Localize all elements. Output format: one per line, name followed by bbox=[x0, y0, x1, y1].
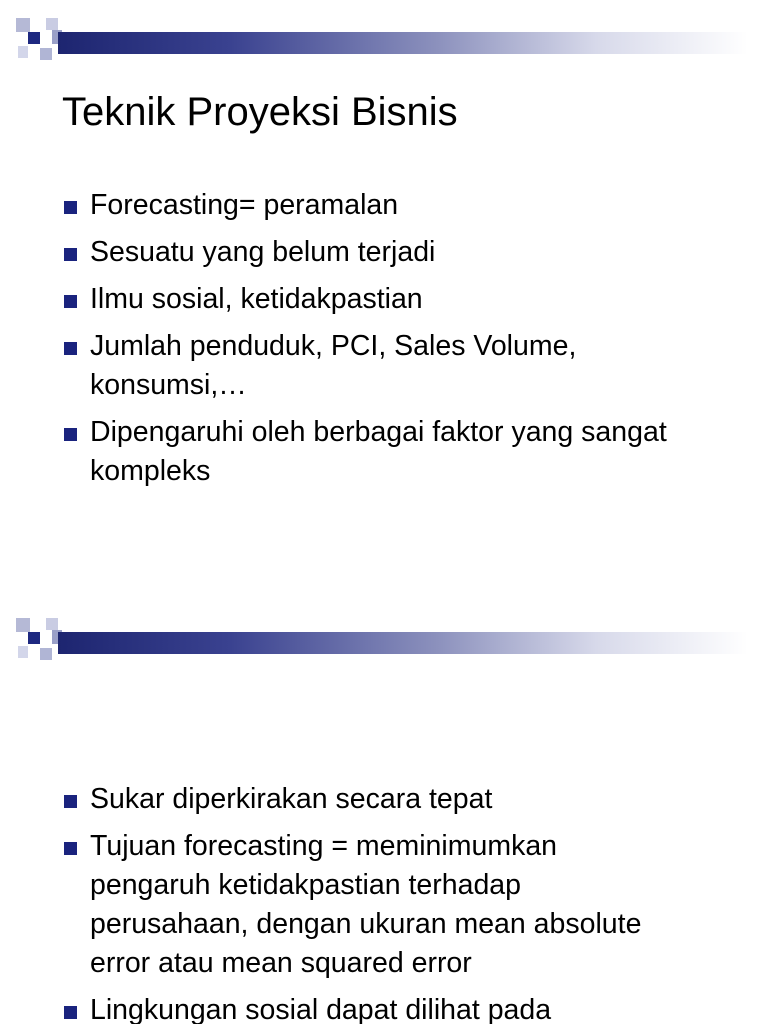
square-bullet-icon bbox=[64, 248, 77, 261]
gradient-bar bbox=[58, 632, 748, 654]
bullet-text: Sesuatu yang belum terjadi bbox=[90, 236, 436, 268]
bullet-text: Ilmu sosial, ketidakpastian bbox=[90, 283, 423, 315]
deco-square bbox=[40, 648, 52, 660]
bullet-list bbox=[62, 780, 682, 1024]
bullet-item bbox=[62, 280, 682, 319]
deco-square bbox=[18, 646, 28, 658]
bullet-list bbox=[62, 186, 682, 499]
bullet-text: Forecasting= peramalan bbox=[90, 189, 399, 221]
deco-square bbox=[28, 632, 40, 644]
deco-square bbox=[40, 48, 52, 60]
bullet-text: Lingkungan sosial dapat dilihat pada bbox=[90, 994, 552, 1024]
square-bullet-icon bbox=[64, 295, 77, 308]
bullet-item bbox=[62, 780, 682, 819]
deco-square bbox=[46, 618, 58, 630]
deco-square bbox=[46, 18, 58, 30]
deco-square bbox=[28, 32, 40, 44]
bullet-text: Jumlah penduduk, PCI, Sales Volume, konsumsi,… bbox=[90, 330, 577, 401]
bullet-text: Sukar diperkirakan secara tepat bbox=[90, 783, 493, 815]
slide-title: Teknik Proyeksi Bisnis bbox=[62, 90, 458, 134]
bullet-text: Dipengaruhi oleh berbagai faktor yang sangat kompleks bbox=[90, 416, 667, 487]
square-bullet-icon bbox=[64, 428, 77, 441]
bullet-text: Tujuan forecasting = meminimumkan pengaruh ketidakpastian terhadap perusahaan, dengan ukuran mean absolute error atau mean squared error bbox=[90, 830, 642, 979]
bullet-item bbox=[62, 186, 682, 225]
bullet-item bbox=[62, 413, 682, 491]
square-bullet-icon bbox=[64, 342, 77, 355]
deco-square bbox=[16, 618, 30, 632]
slide-2 bbox=[0, 600, 768, 1024]
header-decoration bbox=[16, 18, 756, 68]
bullet-item bbox=[62, 991, 682, 1024]
bullet-item bbox=[62, 827, 682, 983]
header-decoration bbox=[16, 618, 756, 668]
bullet-item bbox=[62, 327, 682, 405]
square-bullet-icon bbox=[64, 842, 77, 855]
square-bullet-icon bbox=[64, 795, 77, 808]
deco-square bbox=[18, 46, 28, 58]
deco-square bbox=[16, 18, 30, 32]
square-bullet-icon bbox=[64, 1006, 77, 1019]
square-bullet-icon bbox=[64, 201, 77, 214]
bullet-item bbox=[62, 233, 682, 272]
gradient-bar bbox=[58, 32, 748, 54]
